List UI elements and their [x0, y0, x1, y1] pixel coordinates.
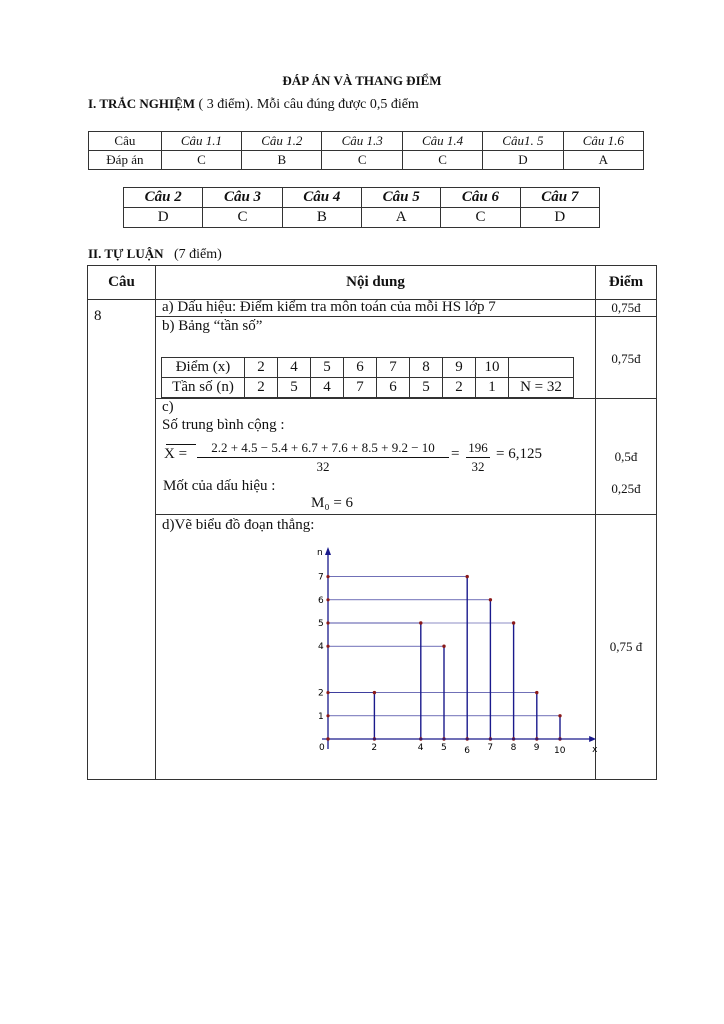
part-b-points: 0,75đ — [596, 317, 657, 398]
segment-chart — [300, 543, 600, 761]
answer-cell: D — [483, 151, 563, 170]
segment-top-dot-6 — [466, 575, 469, 578]
y-tick-dot-2 — [326, 691, 329, 694]
part-c-label: c) — [162, 398, 174, 415]
answer-cell: C — [203, 208, 282, 228]
freq-x-cell: 8 — [410, 358, 443, 378]
freq-n-cell: 7 — [344, 378, 377, 398]
part-a-text: a) Dấu hiệu: Điểm kiểm tra môn toán của mỗi HS lớp 7 — [156, 300, 596, 317]
freq-n-cell: 6 — [377, 378, 410, 398]
question-cell: Câu 1.6 — [563, 132, 643, 151]
question-cell: Câu 4 — [282, 188, 361, 208]
part-d-points: 0,75 đ — [596, 515, 657, 780]
header-points: Điểm — [596, 266, 657, 300]
y-tick-label-1: 1 — [318, 711, 324, 722]
freq-x-cell: 7 — [377, 358, 410, 378]
answer-cell: A — [361, 208, 440, 228]
question-cell: Câu 1.2 — [242, 132, 322, 151]
y-tick-dot-5 — [326, 621, 329, 624]
mode-value: M₀ = 6 — [311, 495, 354, 511]
y-tick-dot-1 — [326, 714, 329, 717]
section2-note: (7 điểm) — [174, 247, 222, 262]
y-tick-label-6: 6 — [318, 595, 324, 606]
freq-n-cell: 1 — [476, 378, 509, 398]
section2-heading — [88, 246, 222, 263]
mode-points: 0,25đ — [611, 480, 641, 496]
segment-top-dot-8 — [512, 621, 515, 624]
x-tick-label-0: 0 — [319, 743, 325, 753]
answer-cell: C — [441, 208, 520, 228]
mean-result: = 6,125 — [496, 446, 542, 462]
freq-n-total: N = 32 — [509, 378, 574, 398]
y-tick-label-7: 7 — [318, 572, 324, 583]
mean-label: Số trung bình cộng : — [162, 416, 285, 433]
y-tick-dot-7 — [326, 575, 329, 578]
freq-x-cell: 4 — [278, 358, 311, 378]
mc-answer-table-1 — [88, 131, 644, 170]
answer-cell: D — [124, 208, 203, 228]
segment-top-dot-4 — [419, 621, 422, 624]
freq-x-cell: 2 — [245, 358, 278, 378]
y-tick-label-2: 2 — [318, 688, 324, 699]
freq-n-cell: 2 — [443, 378, 476, 398]
answer-cell: B — [242, 151, 322, 170]
x-tick-label-5: 5 — [441, 743, 447, 753]
x-tick-label-7: 7 — [487, 743, 494, 753]
mean-overline — [166, 444, 196, 445]
mean-numerator: 2.2 + 4.5 − 5.4 + 6.7 + 7.6 + 8.5 + 9.2 − 10 — [211, 440, 435, 455]
frequency-table — [161, 357, 574, 398]
header-content: Nội dung — [156, 266, 596, 300]
freq-x-cell: 10 — [476, 358, 509, 378]
freq-n-cell: 4 — [311, 378, 344, 398]
mean-denominator: 32 — [316, 459, 330, 474]
freq-x-label: Điểm (x) — [162, 358, 245, 378]
question-cell: Câu 1.3 — [322, 132, 402, 151]
y-axis-label: n — [317, 548, 323, 558]
question-number: 8 — [88, 300, 156, 780]
x-tick-label-6: 6 — [464, 746, 470, 756]
mean-fraction-denominator: 32 — [471, 459, 485, 474]
row-label-answer: Đáp án — [89, 151, 162, 170]
section1-title: I. TRẮC NGHIỆM — [88, 96, 196, 111]
answer-cell: A — [563, 151, 643, 170]
y-axis-arrow — [325, 547, 331, 555]
answer-cell: C — [402, 151, 482, 170]
question-cell: Câu 5 — [361, 188, 440, 208]
mean-fraction-bar — [197, 457, 449, 458]
mean-fraction-numerator: 196 — [468, 440, 488, 455]
question-cell: Câu 3 — [203, 188, 282, 208]
mc-answer-table-2 — [123, 187, 600, 228]
segment-top-dot-7 — [489, 598, 492, 601]
x-tick-label-2: 2 — [371, 743, 378, 753]
y-tick-label-4: 4 — [318, 642, 324, 653]
y-tick-dot-4 — [326, 645, 329, 648]
row-label-question: Câu — [89, 132, 162, 151]
question-cell: Câu1. 5 — [483, 132, 563, 151]
part-b-text: b) Bảng “tần số” — [162, 318, 263, 335]
question-cell: Câu 1.4 — [402, 132, 482, 151]
origin-dot — [326, 737, 329, 740]
header-question: Câu — [88, 266, 156, 300]
x-tick-label-4: 4 — [417, 743, 424, 753]
part-a-points: 0,75đ — [596, 300, 657, 317]
freq-x-cell: 6 — [344, 358, 377, 378]
section1-note: ( 3 điểm). Mỗi câu đúng được 0,5 điểm — [195, 97, 419, 112]
freq-x-cell — [509, 358, 574, 378]
freq-n-cell: 2 — [245, 378, 278, 398]
question-cell: Câu 6 — [441, 188, 520, 208]
x-tick-label-9: 9 — [533, 743, 540, 753]
part-c-points-cell — [596, 398, 657, 515]
answer-cell: B — [282, 208, 361, 228]
x-tick-label-10: 10 — [554, 746, 566, 756]
freq-n-cell: 5 — [278, 378, 311, 398]
page-title: ĐÁP ÁN VÀ THANG ĐIỂM — [282, 73, 442, 88]
freq-x-cell: 5 — [311, 358, 344, 378]
segment-top-dot-5 — [442, 645, 445, 648]
question-cell: Câu 1.1 — [161, 132, 241, 151]
mean-equals: = — [451, 446, 460, 462]
part-d-text: d)Vẽ biểu đồ đoạn thẳng: — [162, 517, 315, 534]
x-axis-label: x — [592, 745, 598, 755]
mode-label: Mốt của dấu hiệu : — [163, 478, 276, 494]
segment-top-dot-9 — [535, 691, 538, 694]
question-cell: Câu 7 — [520, 188, 599, 208]
y-tick-label-5: 5 — [318, 619, 324, 629]
question-cell: Câu 2 — [124, 188, 203, 208]
x-tick-label-8: 8 — [510, 743, 517, 753]
freq-n-label: Tần số (n) — [162, 378, 245, 398]
answer-cell: C — [322, 151, 402, 170]
segment-top-dot-10 — [558, 714, 561, 717]
mean-fraction-bar-2 — [466, 457, 490, 458]
freq-x-cell: 9 — [443, 358, 476, 378]
x-axis-arrow — [589, 736, 596, 742]
section1-heading — [88, 96, 419, 113]
mean-variable: X = — [164, 446, 188, 462]
freq-n-cell: 5 — [410, 378, 443, 398]
section2-title: II. TỰ LUẬN — [88, 246, 164, 261]
answer-cell: D — [520, 208, 599, 228]
y-tick-dot-6 — [326, 598, 329, 601]
answer-cell: C — [161, 151, 241, 170]
part-c-points: 0,5đ — [614, 448, 638, 464]
segment-top-dot-2 — [373, 691, 376, 694]
